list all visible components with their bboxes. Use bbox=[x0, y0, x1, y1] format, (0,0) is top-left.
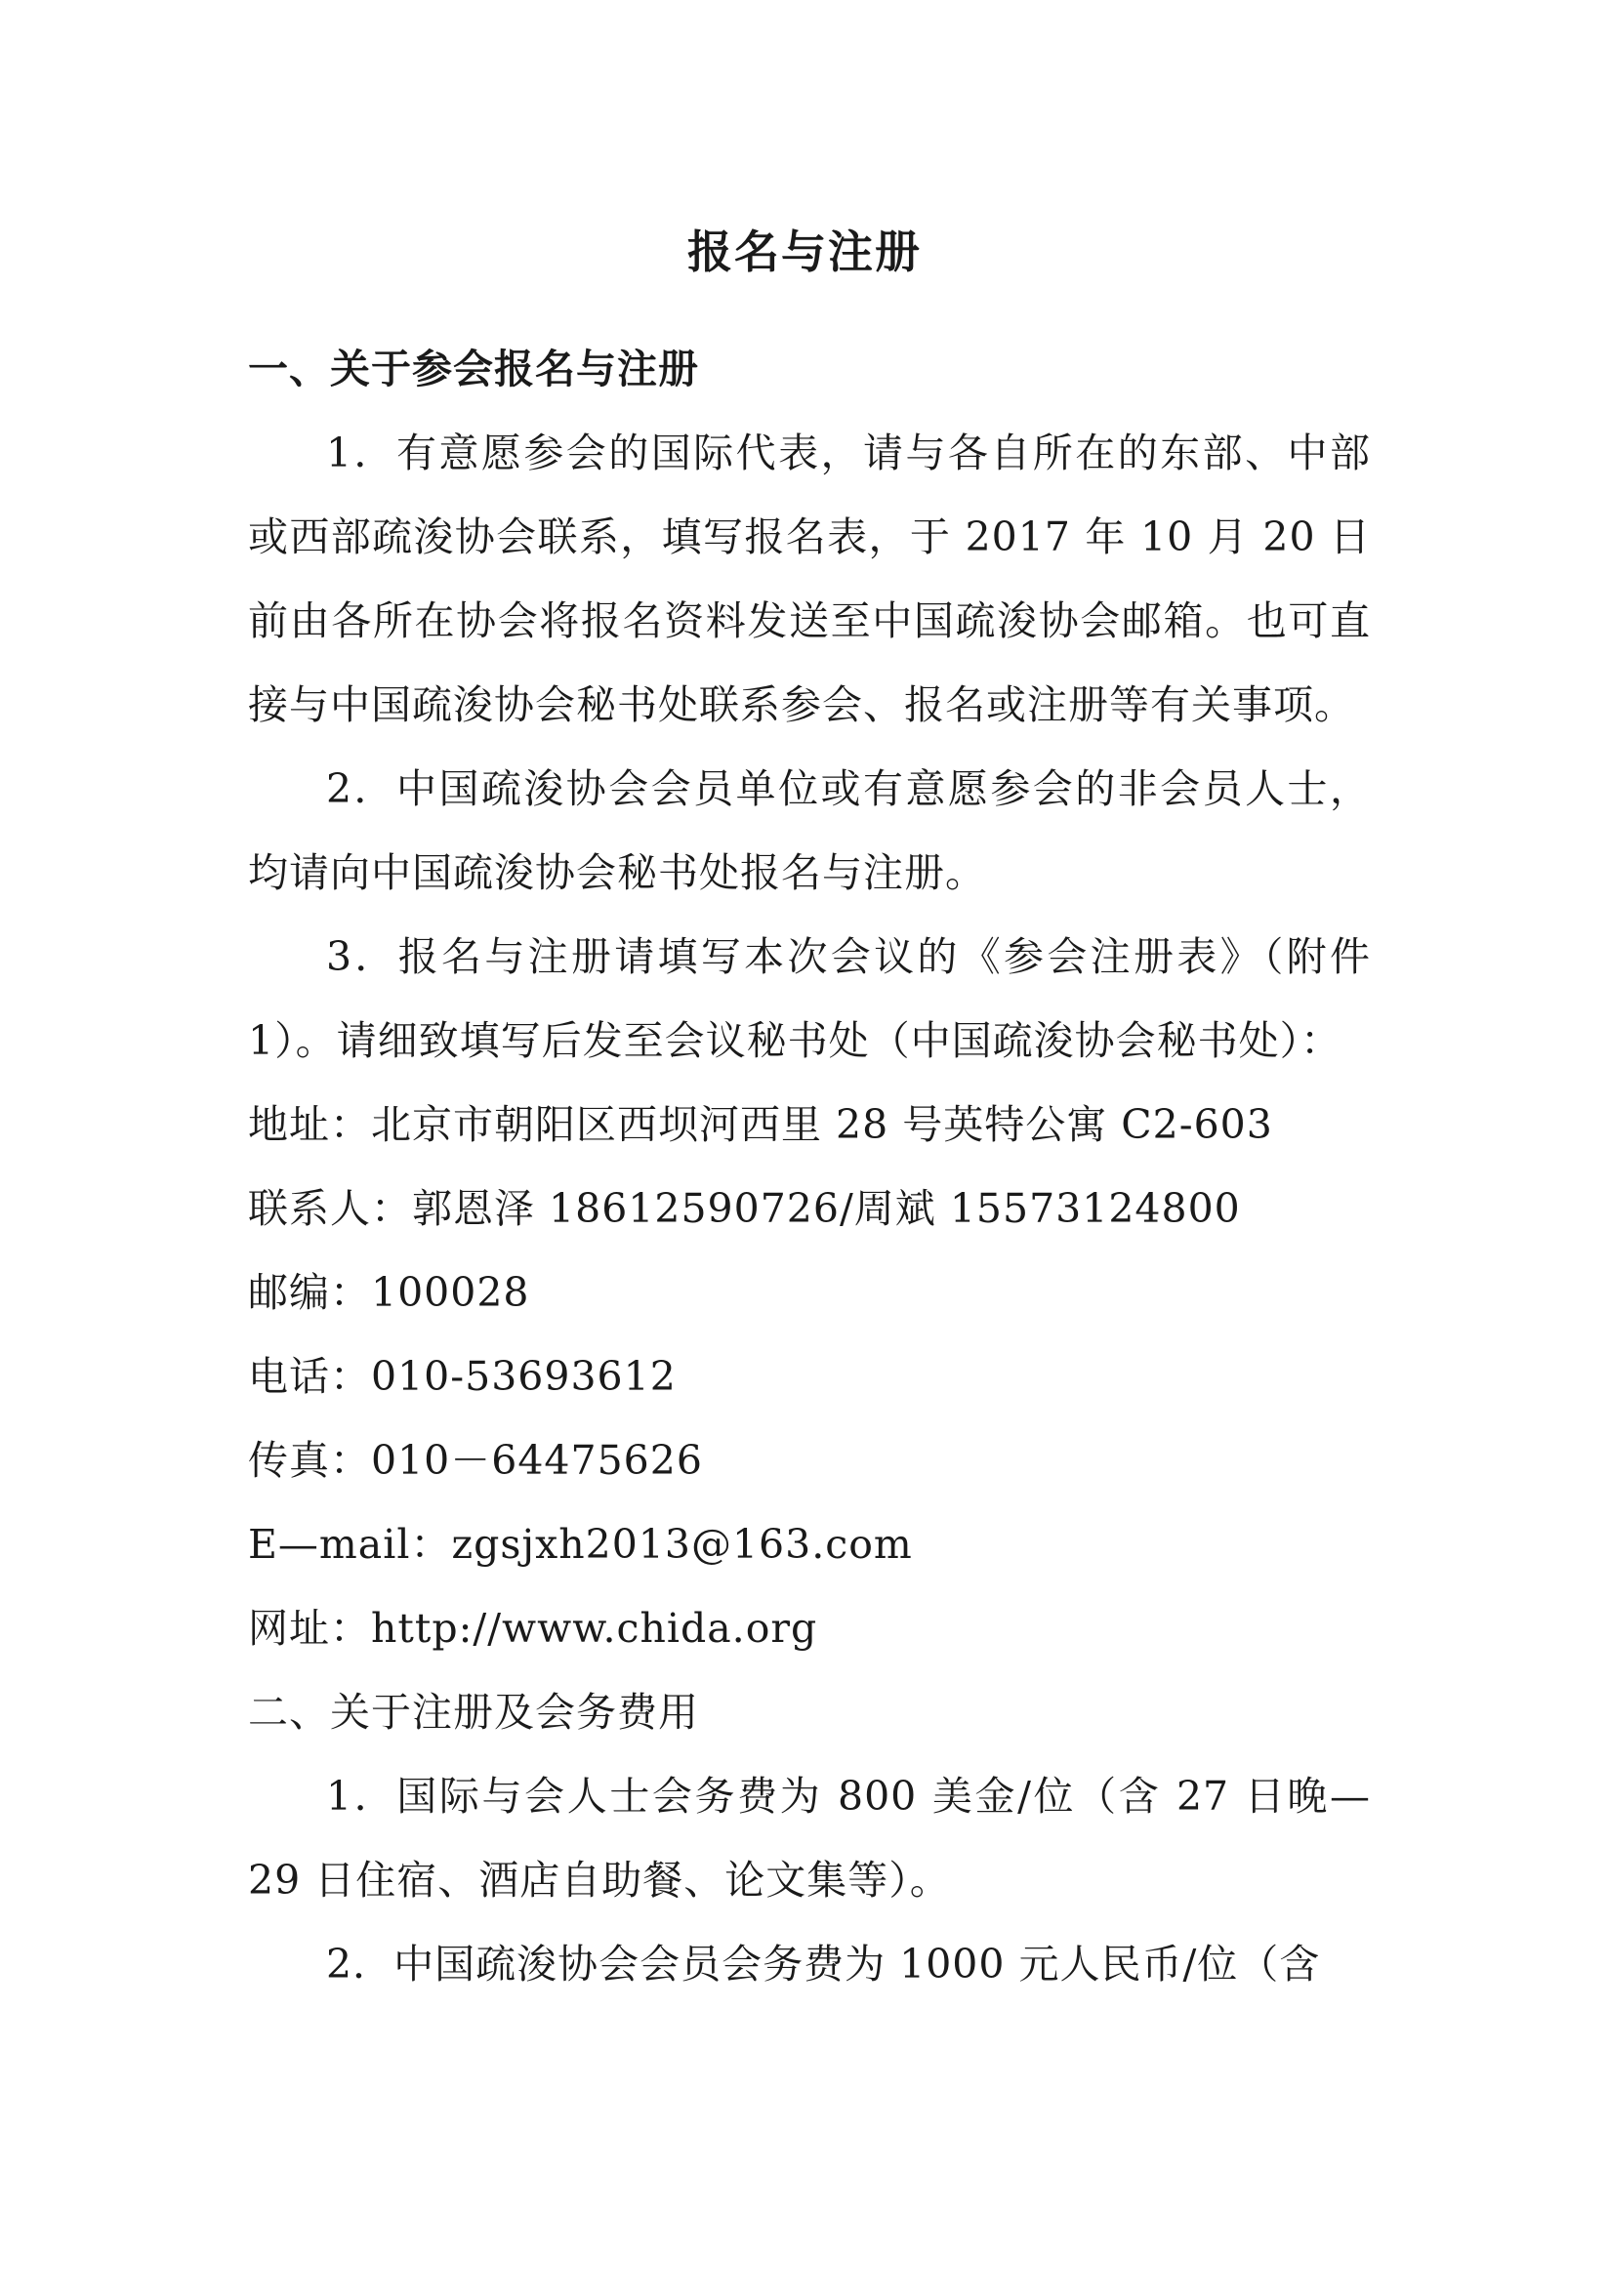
page-title: 报名与注册 bbox=[687, 226, 922, 278]
contact-postcode: 邮编：100028 bbox=[248, 1269, 530, 1316]
contact-person: 联系人：郭恩泽 18612590726/周斌 15573124800 bbox=[248, 1185, 1241, 1232]
fee-item-1: 1．国际与会人士会务费为 800 美金/位（含 27 日晚—29 日住宿、酒店自助餐、论文集等）。 bbox=[248, 1773, 1371, 1904]
contact-phone: 电话：010-53693612 bbox=[248, 1353, 677, 1400]
section-heading-registration: 一、关于参会报名与注册 bbox=[248, 346, 699, 392]
paragraph-item-3: 3．报名与注册请填写本次会议的《参会注册表》（附件1）。请细致填写后发至会议秘书处（中国疏浚协会秘书处）： bbox=[248, 933, 1371, 1064]
contact-website: 网址：http://www.chida.org bbox=[248, 1605, 818, 1652]
contact-email: E—mail：zgsjxh2013@163.com bbox=[248, 1521, 913, 1568]
paragraph-item-1: 1．有意愿参会的国际代表，请与各自所在的东部、中部或西部疏浚协会联系，填写报名表，于 2017 年 10 月 20 日前由各所在协会将报名资料发送至中国疏浚协会邮箱。也可直接与中国疏浚协会秘书处联系参会、报名或注册等有关事项。 bbox=[248, 430, 1371, 728]
paragraph-item-2: 2．中国疏浚协会会员单位或有意愿参会的非会员人士，均请向中国疏浚协会秘书处报名与注册。 bbox=[248, 765, 1371, 896]
contact-fax: 传真：010－64475626 bbox=[248, 1437, 703, 1484]
section-heading-fees: 二、关于注册及会务费用 bbox=[248, 1689, 699, 1736]
document-body bbox=[248, 327, 1371, 2006]
fee-item-2: 2．中国疏浚协会会员会务费为 1000 元人民币/位（含 bbox=[326, 1941, 1321, 1988]
contact-address: 地址：北京市朝阳区西坝河西里 28 号英特公寓 C2-603 bbox=[248, 1101, 1273, 1148]
